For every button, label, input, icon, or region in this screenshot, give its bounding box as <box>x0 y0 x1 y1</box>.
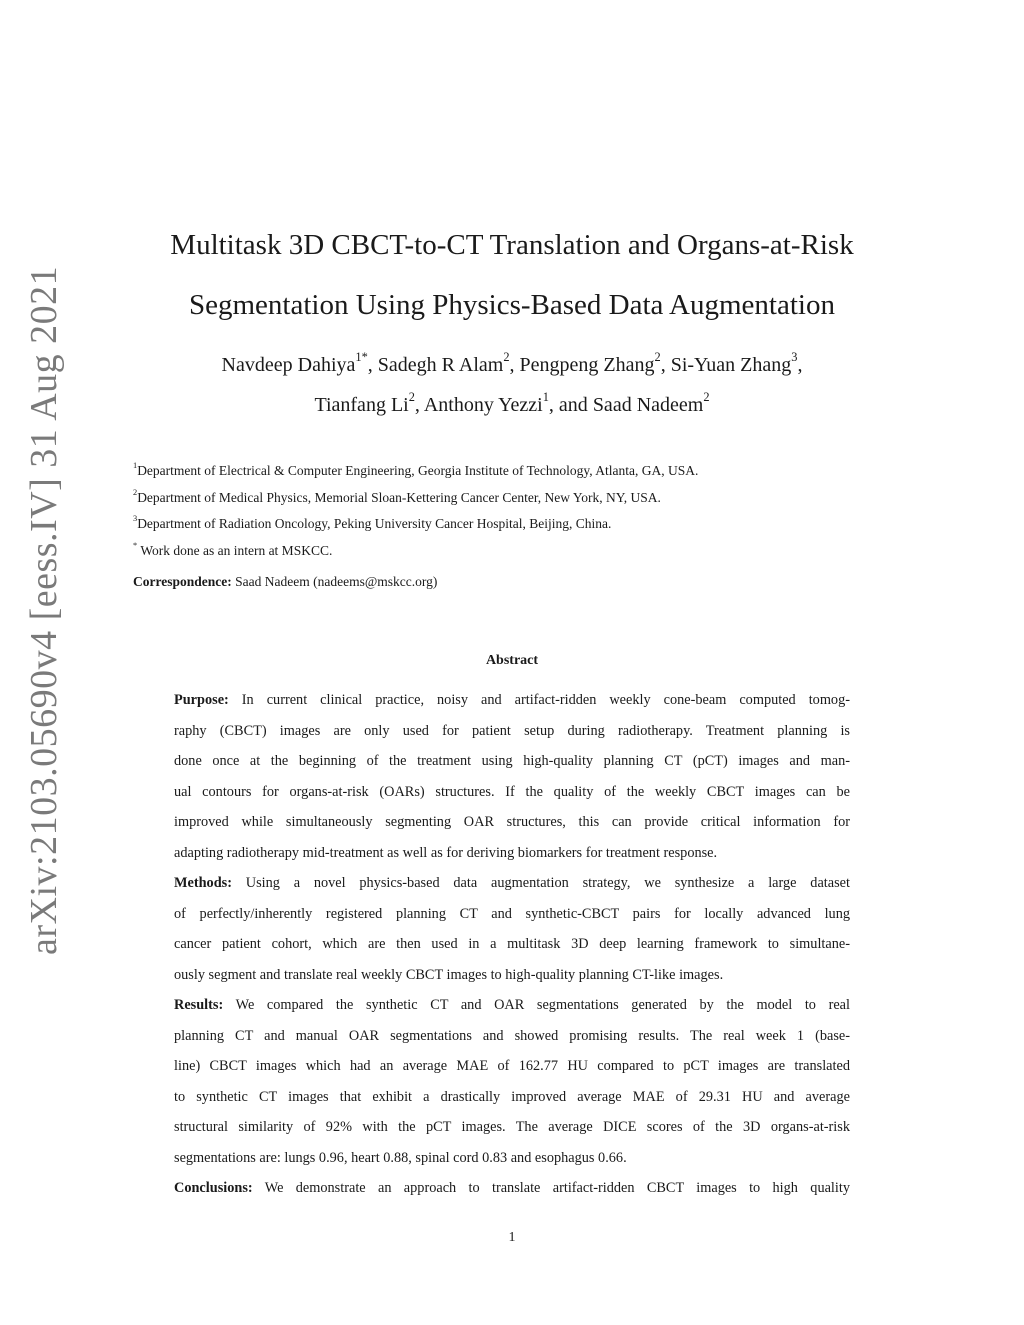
author-name: Si-Yuan Zhang <box>670 354 792 376</box>
abstract-purpose: Purpose: In current clinical practice, noisy and artifact-ridden weekly cone-beam computed tomog- raphy (CBCT) images are only used for patient setup during radiotherapy. Treatment planning is done once at the beginning of the treatment using high-quality planning CT (pCT) images and man- ual contours for organs-at-risk (OARs) structures. If the quality of the weekly CBCT images can be improved while simultaneously segmenting OAR structures, this can provide critical information for adapting radiotherapy mid-treatment as well as for deriving biomarkers for treatment response. <box>174 692 850 861</box>
conclusions-label: Conclusions: <box>174 1180 253 1196</box>
title-line-1: Multitask 3D CBCT-to-CT Translation and Organs-at-Risk <box>170 229 854 261</box>
abstract-results: Results: We compared the synthetic CT and OAR segmentations generated by the model to real planning CT and manual OAR segmentations and showed promising results. The real week 1 (base- line) CBCT images which had an average MAE of 162.77 HU compared to pCT images are translated to synthetic CT images that exhibit a drastically improved average MAE of 29.31 HU and average structural similarity of 92% with the pCT images. The average DICE scores of the 3D organs-at-risk segmentations are: lungs 0.96, heart 0.88, spinal cord 0.83 and esophagus 0.66. <box>174 997 850 1166</box>
author-affiliation-mark: 2 <box>503 350 510 365</box>
results-label: Results: <box>174 997 224 1013</box>
author-name: Anthony Yezzi <box>423 394 543 416</box>
correspondence-label: Correspondence: <box>133 574 232 589</box>
purpose-label: Purpose: <box>174 692 229 708</box>
correspondence-text: Saad Nadeem (nadeems@mskcc.org) <box>231 574 438 589</box>
correspondence <box>133 572 437 592</box>
author-name: Navdeep Dahiya <box>221 354 356 376</box>
title-line-2: Segmentation Using Physics-Based Data Augmentation <box>189 289 835 321</box>
abstract-body <box>174 685 850 1204</box>
author-line-1: Navdeep Dahiya$^{1*}$, Sadegh R Alam$^2$, Pengpeng Zhang$^2$, Si-Yuan Zhang$^3$, <box>221 350 803 376</box>
affiliation-1: $^1$Department of Electrical & Computer Engineering, Georgia Institute of Technology, Atlanta, GA, USA. <box>133 461 699 478</box>
paper-title <box>100 215 924 335</box>
author-name: Pengpeng Zhang <box>519 354 655 376</box>
arxiv-identifier-stamp: arXiv:2103.05690v4 [eess.IV] 31 Aug 2021 <box>23 265 65 955</box>
author-affiliation-mark: 2 <box>703 390 710 405</box>
affiliation-3: $^3$Department of Radiation Oncology, Peking University Cancer Hospital, Beijing, China. <box>133 514 612 531</box>
page-number: 1 <box>508 1230 516 1245</box>
author-affiliation-mark: 2 <box>408 390 415 405</box>
author-affiliation-mark: 1 <box>542 390 549 405</box>
author-name: Tianfang Li <box>314 394 409 416</box>
abstract-heading: Abstract <box>485 653 539 668</box>
author-list <box>100 345 924 425</box>
intern-footnote: * Work done as an intern at MSKCC. <box>133 540 333 558</box>
methods-label: Methods: <box>174 875 232 891</box>
author-affiliation-mark: 2 <box>654 350 661 365</box>
author-name: Saad Nadeem <box>592 394 704 416</box>
abstract-methods: Methods: Using a novel physics-based data augmentation strategy, we synthesize a large dataset of perfectly/inherently registered planning CT and synthetic-CBCT pairs for locally advanced lung cancer patient cohort, which are then used in a multitask 3D deep learning framework to simultane- ously segment and translate real weekly CBCT images to high-quality planning CT-like images. <box>174 875 850 983</box>
affiliation-2: $^2$Department of Medical Physics, Memorial Sloan-Kettering Cancer Center, New York, NY, USA. <box>133 487 661 505</box>
author-affiliation-mark: 1* <box>355 350 368 365</box>
author-name: Sadegh R Alam <box>377 354 504 376</box>
abstract-conclusions: Conclusions: We demonstrate an approach to translate artifact-ridden CBCT images to high quality <box>174 1180 850 1196</box>
author-line-2: Tianfang Li$^2$, Anthony Yezzi$^1$, and Saad Nadeem$^2$ <box>314 390 710 416</box>
author-affiliation-mark: 3 <box>791 350 798 365</box>
affiliations <box>133 458 913 564</box>
